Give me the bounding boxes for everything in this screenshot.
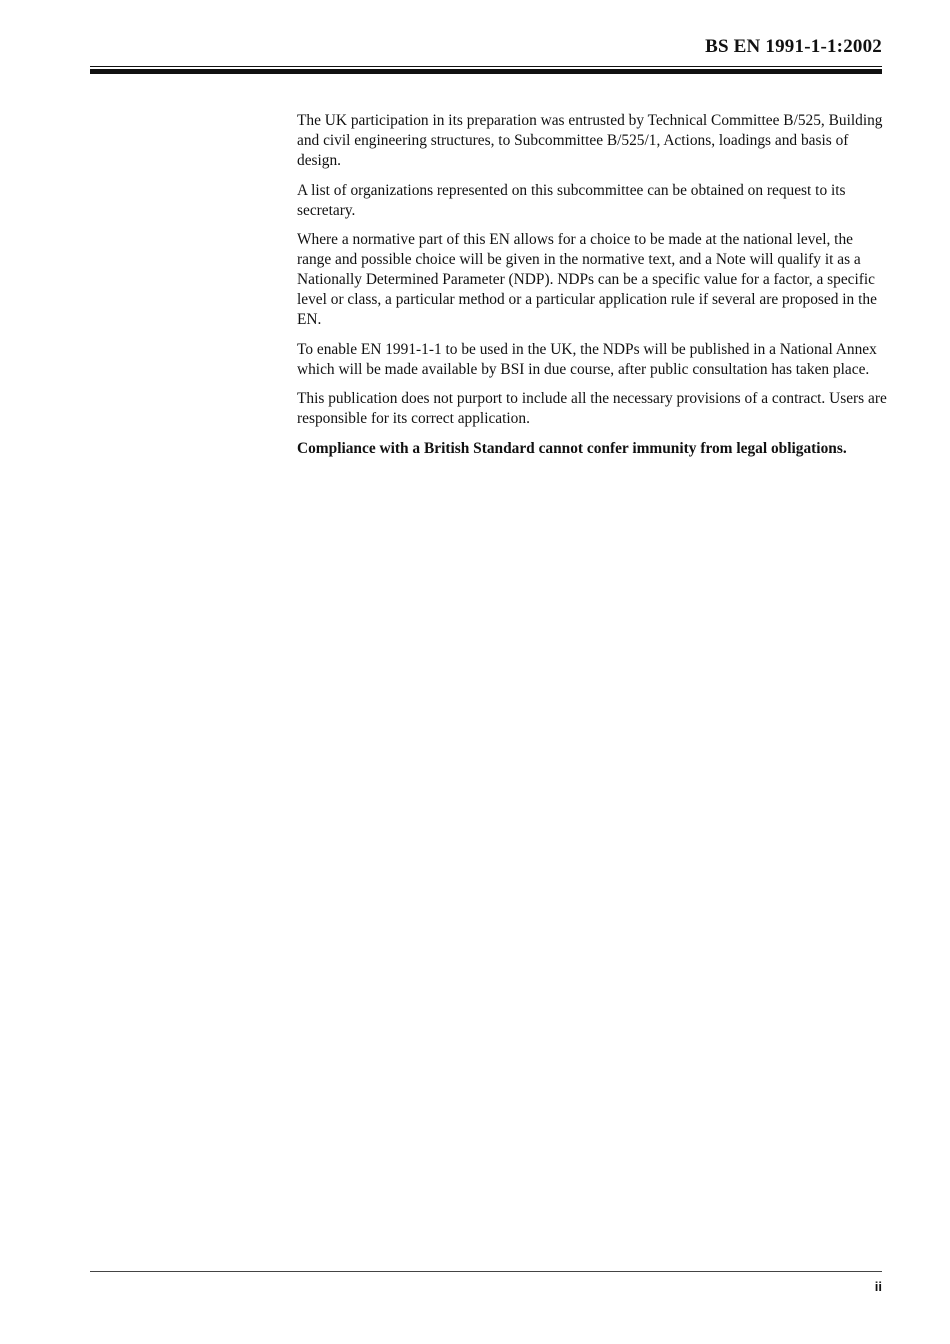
header-rule-thick bbox=[90, 69, 882, 74]
header-rule-thin bbox=[90, 66, 882, 67]
paragraph-ndp: Where a normative part of this EN allows for a choice to be made at the national level, the range and possible choice will be given in the normative text, and a Note will qualify it as a Nationally Determined Parameter (NDP). NDPs can be a specific value for a factor, a specific level or class, a particular method or a particular application rule if several are proposed in the EN. bbox=[297, 231, 877, 328]
paragraph-national-annex: To enable EN 1991-1-1 to be used in the UK, the NDPs will be published in a National Annex which will be made available by BSI in due course, after public consultation has taken place. bbox=[297, 340, 877, 378]
page-number: ii bbox=[874, 1279, 882, 1294]
compliance-statement: Compliance with a British Standard cannot confer immunity from legal obligations. bbox=[297, 439, 847, 457]
paragraph-contract: This publication does not purport to include all the necessary provisions of a contract. Users are responsible for its correct application. bbox=[297, 390, 887, 427]
paragraph-committee: The UK participation in its preparation was entrusted by Technical Committee B/525, Building and civil engineering structures, to Subcommittee B/525/1, Actions, loadings and basis of design. bbox=[297, 112, 883, 169]
footer-rule bbox=[90, 1271, 882, 1272]
main-text-column bbox=[297, 111, 887, 468]
document-standard-id: BS EN 1991-1-1:2002 bbox=[705, 36, 882, 57]
paragraph-organizations: A list of organizations represented on this subcommittee can be obtained on request to its secretary. bbox=[297, 181, 846, 219]
